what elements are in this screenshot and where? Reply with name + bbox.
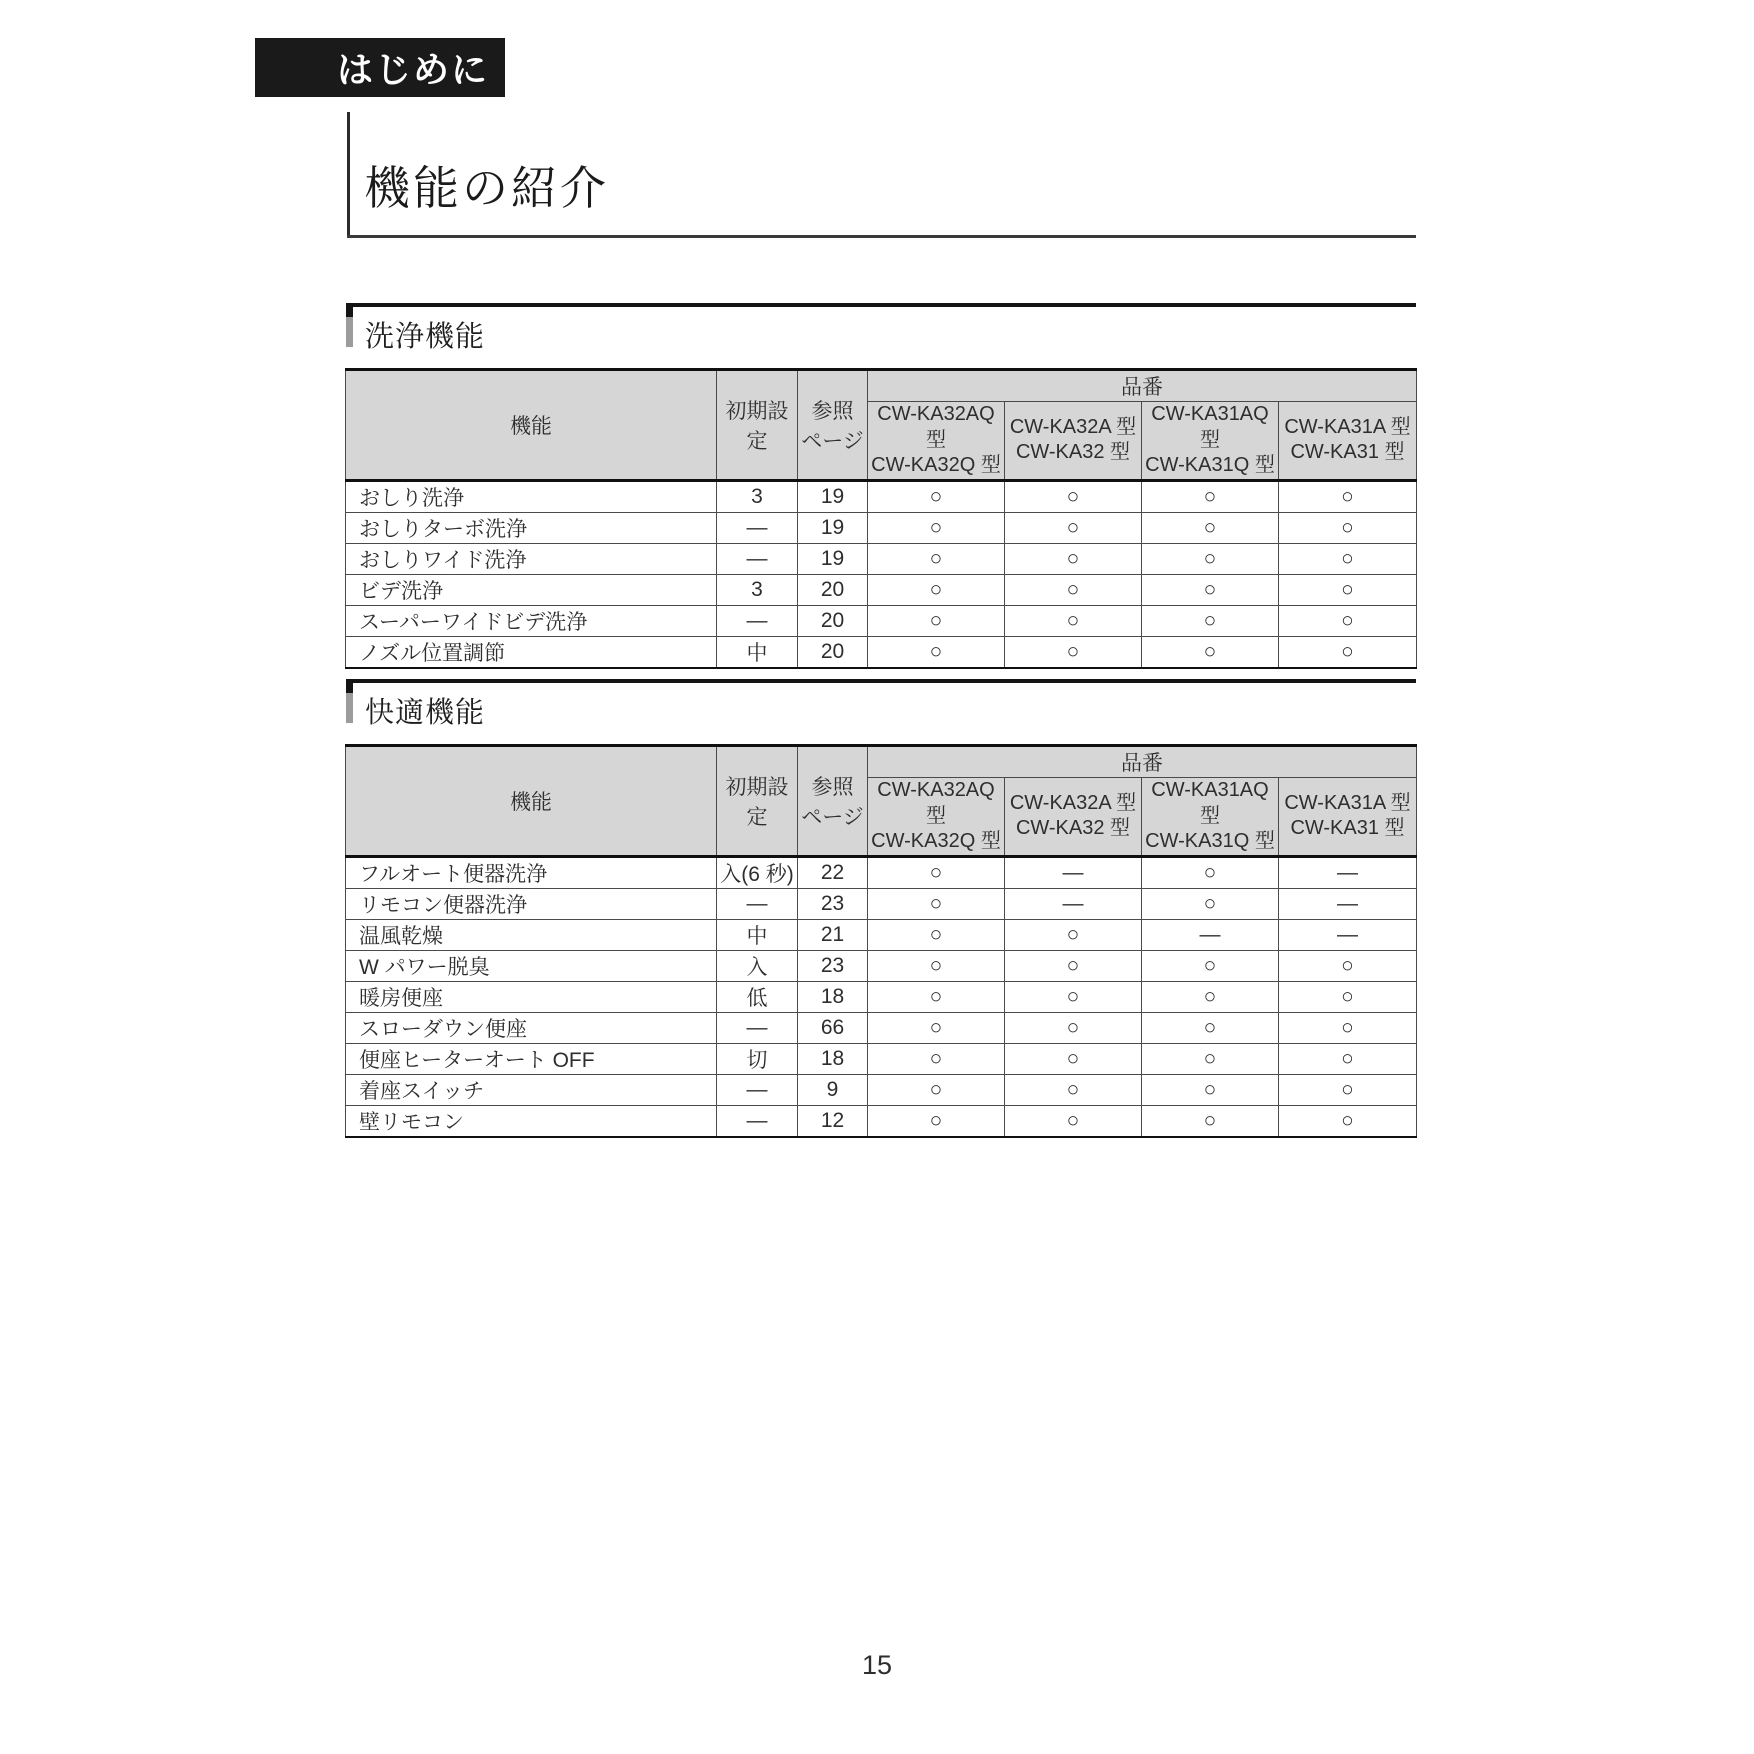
function-name-cell: スローダウン便座 — [346, 1012, 717, 1043]
title-underline — [347, 235, 1416, 238]
support-mark-cell: ○ — [868, 856, 1005, 888]
ref-page-cell: 21 — [798, 919, 868, 950]
support-mark-cell: ○ — [1142, 856, 1279, 888]
model-name: CW-KA31 型 — [1290, 441, 1405, 464]
function-name-cell: フルオート便器洗浄 — [346, 856, 717, 888]
support-mark-cell: ○ — [868, 950, 1005, 981]
table-row — [346, 981, 1417, 1012]
model-name: CW-KA32Q 型 — [871, 454, 1001, 477]
support-mark-cell: ○ — [1279, 512, 1417, 543]
function-name-cell: おしりターボ洗浄 — [346, 512, 717, 543]
ref-page-label: 参照 — [811, 775, 854, 799]
header-row-top — [346, 370, 1417, 402]
model-name: CW-KA31AQ 型 — [1151, 403, 1269, 451]
support-mark-cell: ○ — [1142, 888, 1279, 919]
table-row — [346, 888, 1417, 919]
support-mark-cell: ○ — [1279, 981, 1417, 1012]
default-setting-cell: — — [717, 888, 798, 919]
ref-page-cell: 66 — [798, 1012, 868, 1043]
ref-page-label: ページ — [801, 429, 864, 453]
support-mark-cell: ○ — [1005, 1105, 1142, 1137]
support-mark-cell: — — [1279, 856, 1417, 888]
table-row — [346, 1074, 1417, 1105]
ref-page-label: ページ — [801, 805, 864, 829]
table-row — [346, 543, 1417, 574]
column-header-default-setting: 初期設定 — [717, 370, 798, 481]
default-setting-cell: — — [717, 1105, 798, 1137]
ref-page-cell: 19 — [798, 480, 868, 512]
support-mark-cell: ○ — [1005, 1012, 1142, 1043]
page-title: 機能の紹介 — [364, 162, 609, 214]
support-mark-cell: ○ — [1279, 636, 1417, 668]
model-name: CW-KA32Q 型 — [871, 830, 1001, 853]
default-setting-cell: — — [717, 605, 798, 636]
model-name: CW-KA32AQ 型 — [877, 403, 995, 451]
column-header-product-number: 品番 — [868, 370, 1417, 402]
column-header-default-setting: 初期設定 — [717, 746, 798, 857]
support-mark-cell: ○ — [1142, 605, 1279, 636]
column-header-ref-page — [798, 370, 868, 481]
ref-page-cell: 19 — [798, 543, 868, 574]
support-mark-cell: ○ — [868, 888, 1005, 919]
model-name: CW-KA31 型 — [1290, 817, 1405, 840]
support-mark-cell: ○ — [1005, 1074, 1142, 1105]
support-mark-cell: ○ — [868, 512, 1005, 543]
table-row — [346, 919, 1417, 950]
function-name-cell: おしりワイド洗浄 — [346, 543, 717, 574]
model-name: CW-KA32AQ 型 — [877, 779, 995, 827]
support-mark-cell: ○ — [1005, 1043, 1142, 1074]
column-header-model-1 — [868, 402, 1005, 481]
ref-page-cell: 18 — [798, 1043, 868, 1074]
model-name: CW-KA32A 型 — [1009, 415, 1137, 438]
function-name-cell: リモコン便器洗浄 — [346, 888, 717, 919]
page-number: 15 — [861, 1650, 893, 1680]
ref-page-cell: 12 — [798, 1105, 868, 1137]
function-name-cell: 便座ヒーターオート OFF — [346, 1043, 717, 1074]
support-mark-cell: ○ — [1279, 574, 1417, 605]
function-name-cell: W パワー脱臭 — [346, 950, 717, 981]
ref-page-cell: 22 — [798, 856, 868, 888]
default-setting-cell: — — [717, 1074, 798, 1105]
table-row — [346, 856, 1417, 888]
support-mark-cell: ○ — [868, 636, 1005, 668]
ref-page-label: 参照 — [811, 399, 854, 423]
support-mark-cell: ○ — [1142, 1012, 1279, 1043]
section-header-washing — [346, 303, 1416, 355]
support-mark-cell: ○ — [868, 1012, 1005, 1043]
column-header-model-3 — [1142, 778, 1279, 857]
table-row — [346, 950, 1417, 981]
table-row — [346, 1105, 1417, 1137]
column-header-model-2 — [1005, 402, 1142, 481]
default-setting-cell: 3 — [717, 574, 798, 605]
support-mark-cell: ○ — [1005, 950, 1142, 981]
support-mark-cell: ○ — [868, 919, 1005, 950]
support-mark-cell: ○ — [1005, 480, 1142, 512]
support-mark-cell: ○ — [1005, 543, 1142, 574]
column-header-model-2 — [1005, 778, 1142, 857]
support-mark-cell: ○ — [1142, 480, 1279, 512]
ref-page-cell: 19 — [798, 512, 868, 543]
model-name: CW-KA32 型 — [1015, 817, 1131, 840]
function-name-cell: 壁リモコン — [346, 1105, 717, 1137]
column-header-model-1 — [868, 778, 1005, 857]
ref-page-cell: 20 — [798, 574, 868, 605]
support-mark-cell: ○ — [1005, 574, 1142, 605]
ref-page-cell: 9 — [798, 1074, 868, 1105]
function-name-cell: ビデ洗浄 — [346, 574, 717, 605]
function-name-cell: おしり洗浄 — [346, 480, 717, 512]
table-row — [346, 512, 1417, 543]
column-header-model-4 — [1279, 402, 1417, 481]
support-mark-cell: ○ — [1279, 1105, 1417, 1137]
support-mark-cell: — — [1142, 919, 1279, 950]
function-name-cell: 着座スイッチ — [346, 1074, 717, 1105]
support-mark-cell: ○ — [1142, 574, 1279, 605]
column-header-model-3 — [1142, 402, 1279, 481]
support-mark-cell: ○ — [1005, 605, 1142, 636]
function-name-cell: 暖房便座 — [346, 981, 717, 1012]
support-mark-cell: ○ — [1142, 636, 1279, 668]
support-mark-cell: ○ — [1005, 512, 1142, 543]
support-mark-cell: ○ — [868, 605, 1005, 636]
default-setting-cell: 中 — [717, 919, 798, 950]
support-mark-cell: ○ — [868, 574, 1005, 605]
section-left-bar — [346, 307, 353, 347]
comfort-functions-table — [345, 744, 1417, 1138]
support-mark-cell: ○ — [868, 1043, 1005, 1074]
support-mark-cell: ○ — [1279, 480, 1417, 512]
ref-page-cell: 20 — [798, 636, 868, 668]
support-mark-cell: ○ — [1142, 1105, 1279, 1137]
default-setting-cell: — — [717, 543, 798, 574]
support-mark-cell: ○ — [868, 1074, 1005, 1105]
support-mark-cell: ○ — [1279, 543, 1417, 574]
title-vertical-rule — [347, 112, 350, 237]
table-row — [346, 1043, 1417, 1074]
default-setting-cell: 低 — [717, 981, 798, 1012]
support-mark-cell: — — [1279, 919, 1417, 950]
column-header-ref-page — [798, 746, 868, 857]
function-name-cell: スーパーワイドビデ洗浄 — [346, 605, 717, 636]
default-setting-cell: 3 — [717, 480, 798, 512]
support-mark-cell: — — [1005, 888, 1142, 919]
default-setting-cell: 切 — [717, 1043, 798, 1074]
ref-page-cell: 20 — [798, 605, 868, 636]
section-title: 洗浄機能 — [365, 321, 486, 353]
washing-functions-table — [345, 368, 1417, 669]
support-mark-cell: ○ — [1142, 981, 1279, 1012]
support-mark-cell: ○ — [1279, 605, 1417, 636]
model-name: CW-KA31A 型 — [1284, 791, 1411, 814]
model-name: CW-KA32 型 — [1015, 441, 1131, 464]
model-name: CW-KA31Q 型 — [1145, 454, 1275, 477]
support-mark-cell: ○ — [868, 1105, 1005, 1137]
support-mark-cell: ○ — [868, 981, 1005, 1012]
column-header-function: 機能 — [346, 370, 717, 481]
section-title: 快適機能 — [365, 697, 486, 729]
support-mark-cell: ○ — [1142, 1074, 1279, 1105]
ref-page-cell: 23 — [798, 950, 868, 981]
chapter-tab: はじめに — [255, 38, 505, 97]
table-row — [346, 605, 1417, 636]
model-name: CW-KA31A 型 — [1284, 415, 1411, 438]
support-mark-cell: ○ — [1142, 950, 1279, 981]
support-mark-cell: ○ — [1279, 1012, 1417, 1043]
column-header-product-number: 品番 — [868, 746, 1417, 778]
support-mark-cell: — — [1005, 856, 1142, 888]
function-name-cell: ノズル位置調節 — [346, 636, 717, 668]
support-mark-cell: ○ — [1279, 1074, 1417, 1105]
default-setting-cell: 入(6 秒) — [717, 856, 798, 888]
column-header-model-4 — [1279, 778, 1417, 857]
support-mark-cell: ○ — [1279, 950, 1417, 981]
model-name: CW-KA31AQ 型 — [1151, 779, 1269, 827]
section-left-bar — [346, 683, 353, 723]
ref-page-cell: 18 — [798, 981, 868, 1012]
support-mark-cell: ○ — [1142, 512, 1279, 543]
header-row-top — [346, 746, 1417, 778]
default-setting-cell: 入 — [717, 950, 798, 981]
column-header-function: 機能 — [346, 746, 717, 857]
ref-page-cell: 23 — [798, 888, 868, 919]
default-setting-cell: — — [717, 512, 798, 543]
table-row — [346, 1012, 1417, 1043]
support-mark-cell: ○ — [868, 480, 1005, 512]
support-mark-cell: ○ — [1142, 543, 1279, 574]
support-mark-cell: ○ — [1279, 1043, 1417, 1074]
table-row — [346, 480, 1417, 512]
table-row — [346, 636, 1417, 668]
support-mark-cell: ○ — [1005, 919, 1142, 950]
support-mark-cell: ○ — [1142, 1043, 1279, 1074]
default-setting-cell: — — [717, 1012, 798, 1043]
default-setting-cell: 中 — [717, 636, 798, 668]
support-mark-cell: ○ — [1005, 981, 1142, 1012]
section-header-comfort — [346, 679, 1416, 731]
support-mark-cell: — — [1279, 888, 1417, 919]
support-mark-cell: ○ — [868, 543, 1005, 574]
support-mark-cell: ○ — [1005, 636, 1142, 668]
function-name-cell: 温風乾燥 — [346, 919, 717, 950]
model-name: CW-KA32A 型 — [1009, 791, 1137, 814]
model-name: CW-KA31Q 型 — [1145, 830, 1275, 853]
table-row — [346, 574, 1417, 605]
